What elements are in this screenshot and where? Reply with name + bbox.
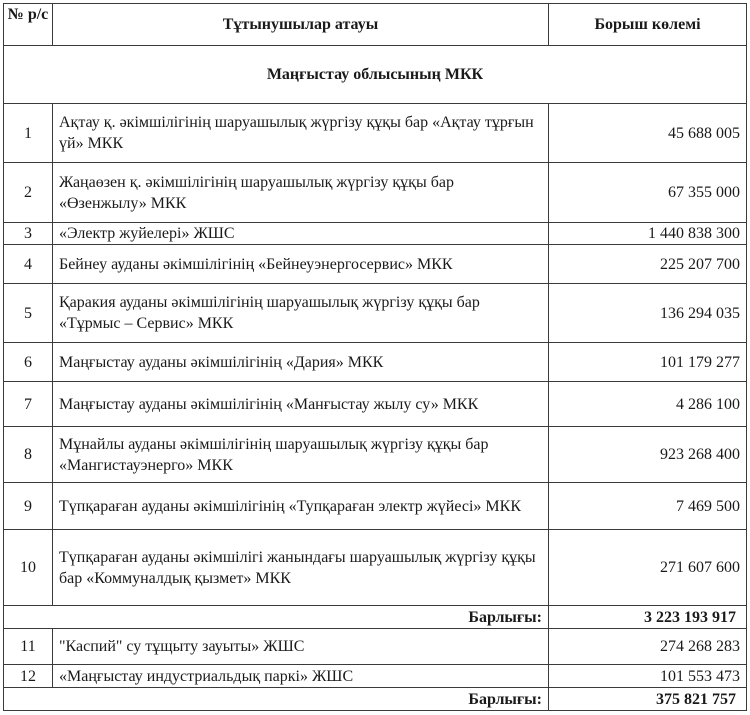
section-title: Маңғыстау облысының МКК xyxy=(4,46,747,104)
row-number: 8 xyxy=(4,427,53,483)
consumer-name: «Электр жуйелері» ЖШС xyxy=(53,223,549,245)
row-number: 7 xyxy=(4,382,53,427)
debt-amount: 67 355 000 xyxy=(549,163,747,223)
debt-amount: 136 294 035 xyxy=(549,284,747,343)
debt-amount: 7 469 500 xyxy=(549,483,747,530)
consumer-name: «Маңғыстау индустриальдық паркі» ЖШС xyxy=(53,665,549,688)
consumer-name: Қаракия ауданы әкімшілігінің шаруашылық жүргізу құқы бар «Тұрмыс – Сервис» МКК xyxy=(53,284,549,343)
table-row xyxy=(4,104,747,163)
consumer-name: Түпқараған ауданы әкімшілігінің «Тупқараған электр жүйесі» МКК xyxy=(53,483,549,530)
table-row xyxy=(4,223,747,245)
row-number: 12 xyxy=(4,665,53,688)
consumer-name: "Каспий" су тұщыту зауыты» ЖШС xyxy=(53,629,549,665)
row-number: 6 xyxy=(4,343,53,382)
subtotal-label: Барлығы: xyxy=(4,606,549,629)
consumer-name: Маңғыстау ауданы әкімшілігінің «Манғыстау жылу су» МКК xyxy=(53,382,549,427)
subtotal-row-group1 xyxy=(4,606,747,629)
debt-amount: 274 268 283 xyxy=(549,629,747,665)
row-number: 9 xyxy=(4,483,53,530)
debt-amount: 4 286 100 xyxy=(549,382,747,427)
debt-amount: 1 440 838 300 xyxy=(549,223,747,245)
row-number: 4 xyxy=(4,245,53,284)
consumer-name: Ақтау қ. әкімшілігінің шаруашылық жүргізу құқы бар «Ақтау тұрғын үй» МКК xyxy=(53,104,549,163)
consumer-name: Мұнайлы ауданы әкімшілігінің шаруашылық жүргізу құқы бар «Мангистауэнерго» МКК xyxy=(53,427,549,483)
table-row xyxy=(4,343,747,382)
subtotal-label: Барлығы: xyxy=(4,688,549,711)
table-row xyxy=(4,665,747,688)
header-row xyxy=(4,4,747,46)
table-row xyxy=(4,629,747,665)
row-number: 1 xyxy=(4,104,53,163)
debt-table xyxy=(3,3,747,711)
consumer-name: Түпқараған ауданы әкімшілігі жанындағы шаруашылық жүргізу құқы бар «Коммуналдық қызмет» МКК xyxy=(53,530,549,606)
consumer-name: Бейнеу ауданы әкімшілігінің «Бейнеуэнергосервис» МКК xyxy=(53,245,549,284)
row-number: 2 xyxy=(4,163,53,223)
debt-amount: 271 607 600 xyxy=(549,530,747,606)
debt-amount: 225 207 700 xyxy=(549,245,747,284)
row-number: 5 xyxy=(4,284,53,343)
table-row xyxy=(4,163,747,223)
table-row xyxy=(4,245,747,284)
table-row xyxy=(4,427,747,483)
subtotal-row-group2 xyxy=(4,688,747,711)
column-header-amount: Борыш көлемі xyxy=(549,4,747,46)
column-header-name: Тұтынушылар атауы xyxy=(53,4,549,46)
table-row xyxy=(4,382,747,427)
debt-amount: 101 179 277 xyxy=(549,343,747,382)
debt-amount: 923 268 400 xyxy=(549,427,747,483)
row-number: 11 xyxy=(4,629,53,665)
debt-amount: 45 688 005 xyxy=(549,104,747,163)
row-number: 10 xyxy=(4,530,53,606)
consumer-name: Жаңаөзен қ. әкімшілігінің шаруашылық жүргізу құқы бар «Өзенжылу» МКК xyxy=(53,163,549,223)
column-header-number: № р/с xyxy=(4,4,53,46)
section-header-row xyxy=(4,46,747,104)
table-row xyxy=(4,284,747,343)
subtotal-value: 375 821 757 xyxy=(549,688,747,711)
consumer-name: Маңғыстау ауданы әкімшілігінің «Дария» МКК xyxy=(53,343,549,382)
subtotal-value: 3 223 193 917 xyxy=(549,606,747,629)
row-number: 3 xyxy=(4,223,53,245)
table-row xyxy=(4,483,747,530)
table-row xyxy=(4,530,747,606)
debt-amount: 101 553 473 xyxy=(549,665,747,688)
